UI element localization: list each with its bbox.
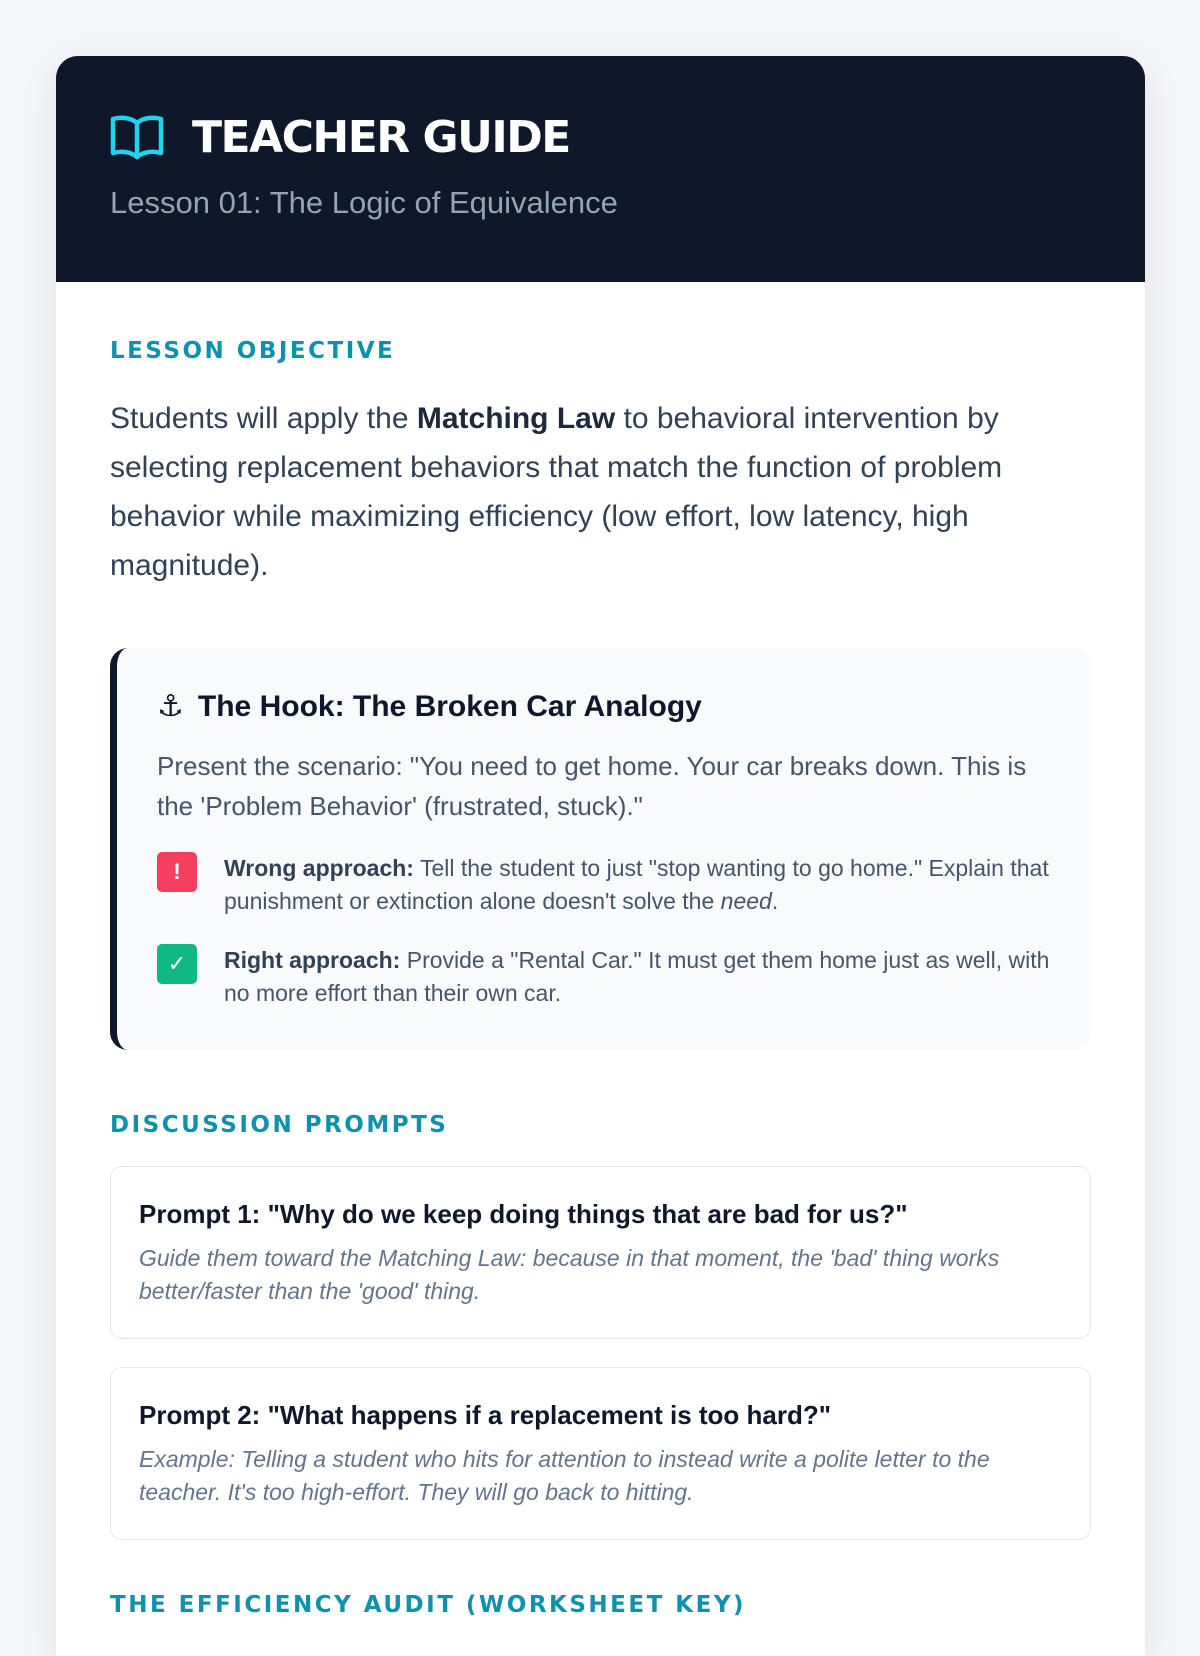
- objective-section-label: LESSON OBJECTIVE: [110, 338, 396, 364]
- page-title: TEACHER GUIDE: [192, 112, 570, 163]
- hook-title-row: [157, 690, 1051, 724]
- objective-text-start: Students will apply the: [110, 402, 417, 435]
- header-title-row: [110, 112, 1091, 163]
- checkmark-icon: ✓: [157, 944, 197, 984]
- hook-description: Present the scenario: "You need to get home. Your car breaks down. This is the 'Problem Behavior' (frustrated, stuck).": [157, 751, 1027, 821]
- right-approach-label: Right approach:: [224, 947, 401, 973]
- right-approach-body: Provide a "Rental Car." It must get them home just as well, with no more effort than their own car.: [224, 947, 1050, 1006]
- efficiency-audit-section-label: THE EFFICIENCY AUDIT (WORKSHEET KEY): [110, 1592, 747, 1618]
- objective-emphasis: Matching Law: [416, 402, 616, 435]
- prompt-title: Prompt 1: "Why do we keep doing things that are bad for us?": [139, 1199, 908, 1229]
- hook-callout: [110, 648, 1091, 1050]
- wrong-approach-body: Tell the student to just "stop wanting to go home." Explain that punishment or extinction alone doesn't solve the: [224, 855, 1049, 914]
- anchor-icon: ⚓: [157, 690, 184, 723]
- wrong-approach-text: [224, 852, 1051, 918]
- prompt-note: Guide them toward the Matching Law: because in that moment, the 'bad' thing works better/faster than the 'good' thing.: [139, 1245, 1000, 1304]
- right-approach-item: [157, 944, 1051, 1010]
- prompt-card: [110, 1166, 1091, 1339]
- wrong-approach-item: [157, 852, 1051, 918]
- prompt-title: Prompt 2: "What happens if a replacement is too hard?": [139, 1400, 832, 1430]
- guide-body: [56, 282, 1145, 1618]
- prompt-card: [110, 1367, 1091, 1540]
- wrong-approach-label: Wrong approach:: [224, 855, 414, 881]
- objective-text: [110, 394, 1091, 590]
- objective-text-end: to behavioral intervention by selecting replacement behaviors that match the function of problem behavior while maximizing efficiency (low effort, low latency, high magnitude).: [110, 402, 1003, 582]
- warning-icon: !: [157, 852, 197, 892]
- book-open-icon: [110, 113, 164, 163]
- right-approach-text: [224, 944, 1051, 1010]
- prompt-note: Example: Telling a student who hits for attention to instead write a polite letter to the teacher. It's too high-effort. They will go back to hitting.: [139, 1446, 990, 1505]
- wrong-approach-emphasis: need: [720, 888, 772, 914]
- teacher-guide-card: [56, 56, 1145, 1656]
- wrong-approach-end: .: [771, 888, 779, 914]
- discussion-section-label: DISCUSSION PROMPTS: [110, 1112, 449, 1138]
- lesson-subtitle: Lesson 01: The Logic of Equivalence: [110, 185, 618, 220]
- guide-header: [56, 56, 1145, 282]
- hook-title: The Hook: The Broken Car Analogy: [197, 690, 702, 723]
